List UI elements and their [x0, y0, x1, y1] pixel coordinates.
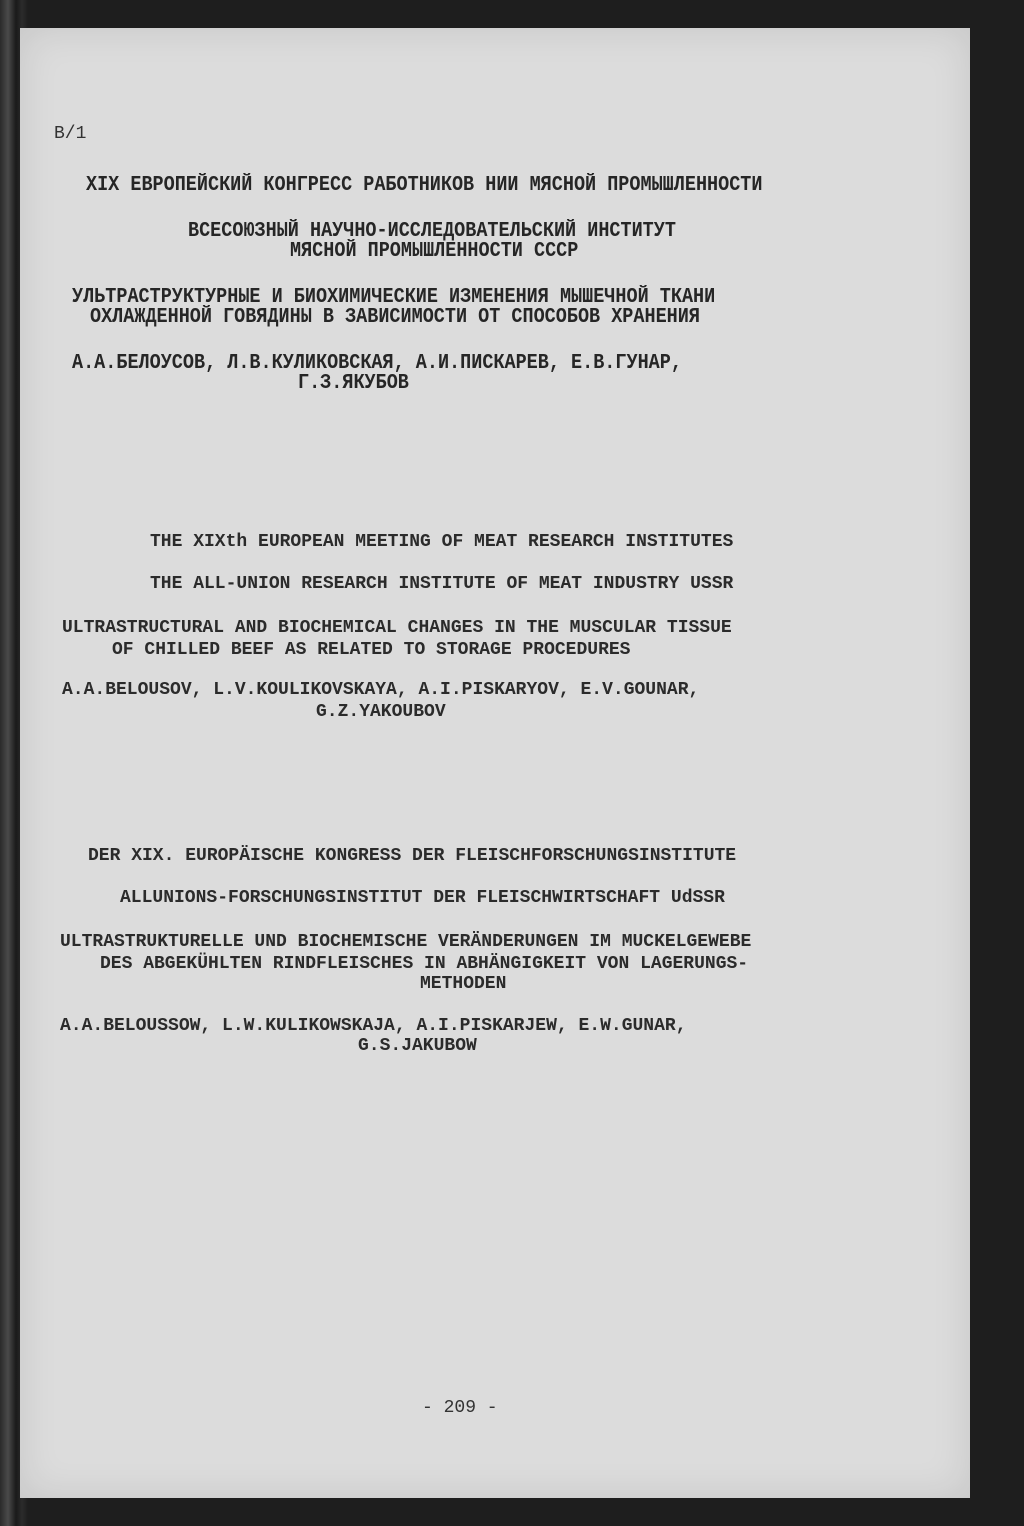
corner-mark: B/1 [54, 124, 87, 144]
de-congress-title: DER XIX. EUROPÄISCHE KONGRESS DER FLEISCHFORSCHUNGSINSTITUTE [88, 846, 737, 866]
en-authors-line-1: A.A.BELOUSOV, L.V.KOULIKOVSKAYA, A.I.PISKARYOV, E.V.GOUNAR, [62, 680, 700, 700]
en-authors-line-2: G.Z.YAKOUBOV [316, 702, 446, 722]
de-paper-title-line-2: DES ABGEKÜHLTEN RINDFLEISCHES IN ABHÄNGIGKEIT VON LAGERUNGS- [100, 954, 749, 974]
de-paper-title-line-1: ULTRASTRUKTURELLE UND BIOCHEMISCHE VERÄNDERUNGEN IM MUCKELGEWEBE [60, 932, 752, 952]
en-institute: THE ALL-UNION RESEARCH INSTITUTE OF MEAT INDUSTRY USSR [150, 574, 734, 594]
paper-sheet [20, 28, 970, 1498]
ru-authors-line-1: А.А.БЕЛОУСОВ, Л.В.КУЛИКОВСКАЯ, А.И.ПИСКАРЕВ, Е.В.ГУНАР, [72, 352, 682, 375]
ru-paper-title-line-1: УЛЬТРАСТРУКТУРНЫЕ И БИОХИМИЧЕСКИЕ ИЗМЕНЕНИЯ МЫШЕЧНОЙ ТКАНИ [72, 286, 716, 309]
en-paper-title-line-1: ULTRASTRUCTURAL AND BIOCHEMICAL CHANGES IN THE MUSCULAR TISSUE [62, 618, 732, 638]
de-paper-title-line-3: METHODEN [420, 974, 507, 994]
de-authors-line-1: A.A.BELOUSSOW, L.W.KULIKOWSKAJA, A.I.PISKARJEW, E.W.GUNAR, [60, 1016, 687, 1036]
ru-congress-title: XIX ЕВРОПЕЙСКИЙ КОНГРЕСС РАБОТНИКОВ НИИ МЯСНОЙ ПРОМЫШЛЕННОСТИ [86, 174, 763, 197]
en-meeting-title: THE XIXth EUROPEAN MEETING OF MEAT RESEARCH INSTITUTES [150, 532, 734, 552]
ru-authors-line-2: Г.З.ЯКУБОВ [298, 372, 409, 395]
de-authors-line-2: G.S.JAKUBOW [358, 1036, 477, 1056]
de-institute: ALLUNIONS-FORSCHUNGSINSTITUT DER FLEISCHWIRTSCHAFT UdSSR [120, 888, 725, 908]
page-number: - 209 - [422, 1398, 498, 1418]
ru-paper-title-line-2: ОХЛАЖДЕННОЙ ГОВЯДИНЫ В ЗАВИСИМОСТИ ОТ СПОСОБОВ ХРАНЕНИЯ [90, 306, 700, 329]
ru-institute-line-2: МЯСНОЙ ПРОМЫШЛЕННОСТИ СССР [290, 240, 579, 263]
en-paper-title-line-2: OF CHILLED BEEF AS RELATED TO STORAGE PROCEDURES [112, 640, 631, 660]
ru-institute-line-1: ВСЕСОЮЗНЫЙ НАУЧНО-ИССЛЕДОВАТЕЛЬСКИЙ ИНСТИТУТ [188, 220, 676, 243]
